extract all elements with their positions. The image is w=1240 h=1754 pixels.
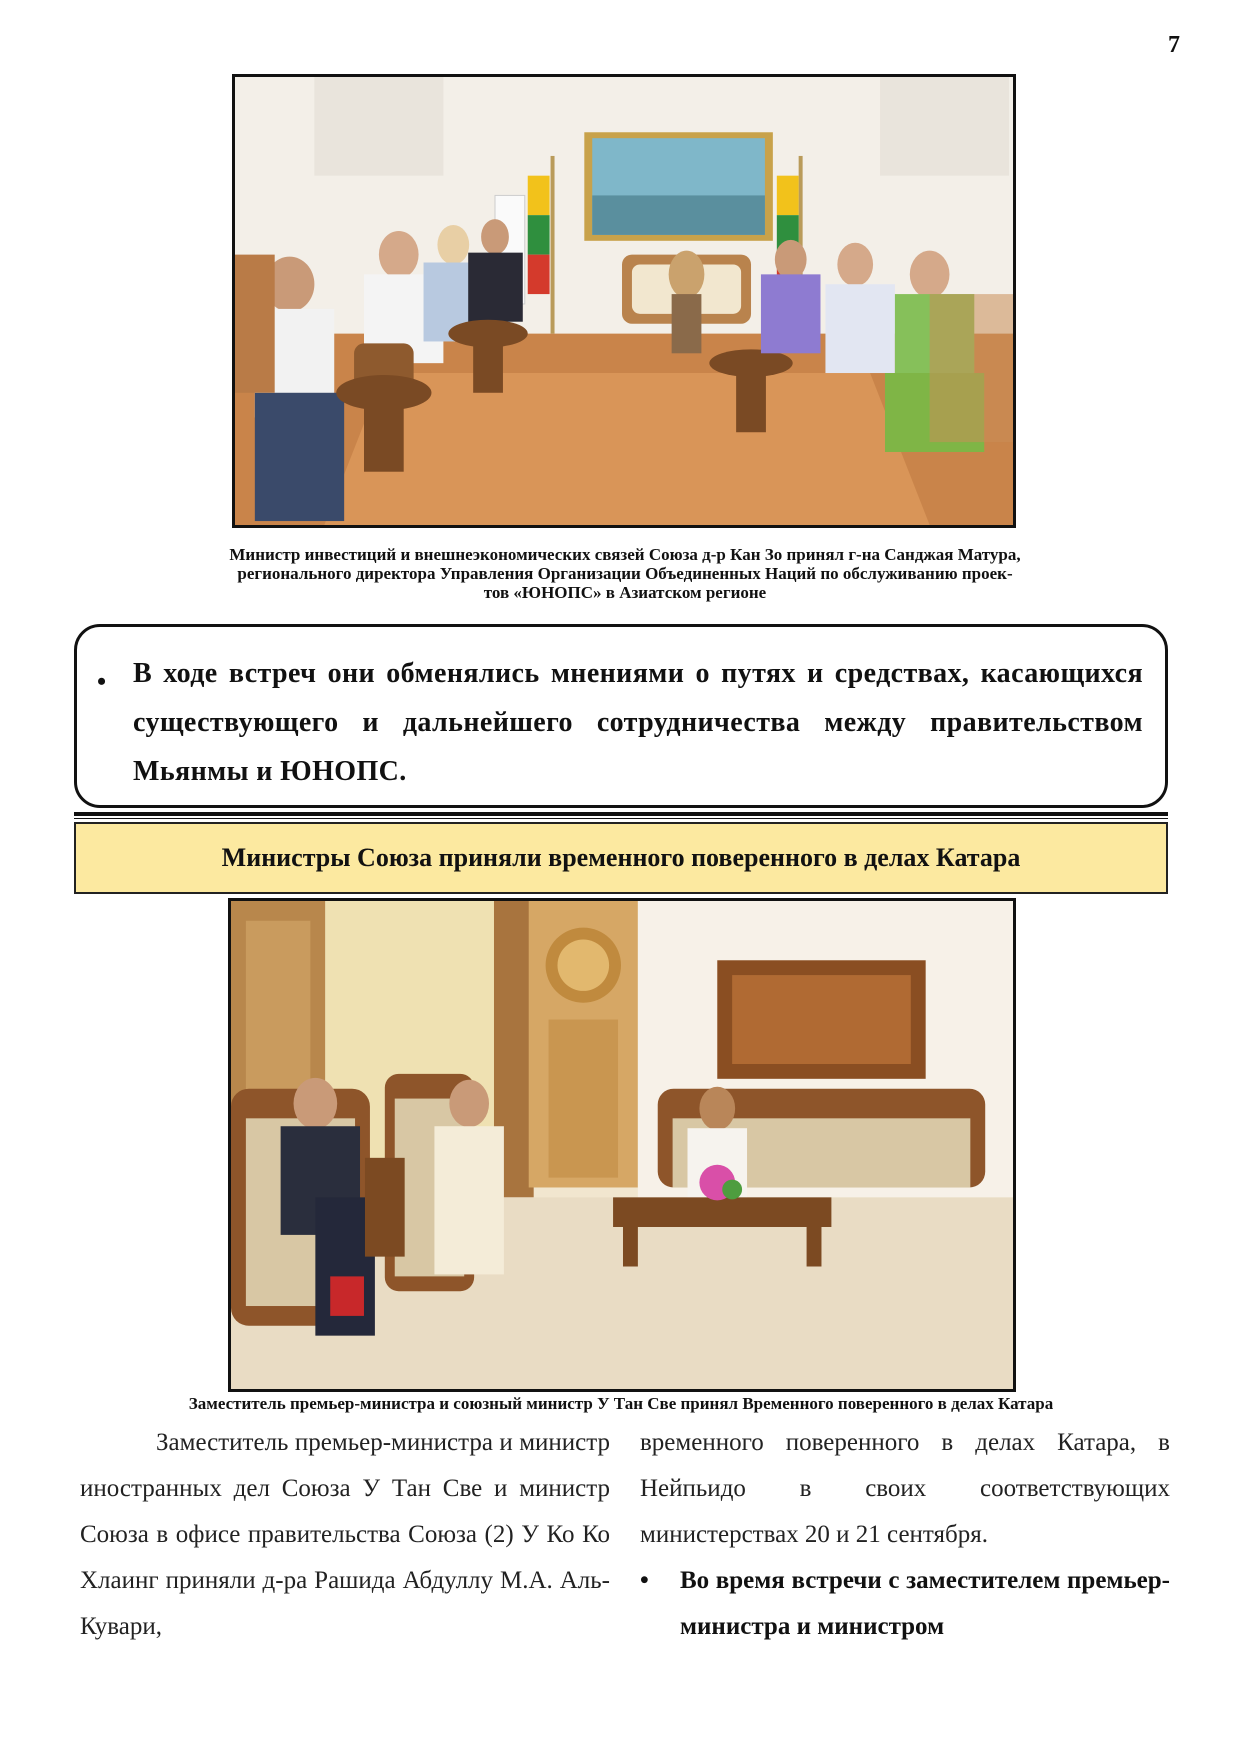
section-title: Министры Союза приняли временного поверенного в делах Катара: [74, 822, 1168, 894]
meeting-photo-qatar: [228, 898, 1016, 1392]
photo-caption-qatar: Заместитель премьер-министра и союзный министр У Тан Све принял Временного поверенного в делах Катара: [188, 1394, 1054, 1413]
article-bullet: [640, 1558, 1170, 1650]
highlight-box: [74, 624, 1168, 808]
article-paragraph: Заместитель премьер-министра и министр иностранных дел Союза У Тан Све и министр Союза в офисе правительства Союза (2) У Ко Ко Хлаинг приняли д-ра Рашида Абдуллу М.А. Аль-Кувари,: [80, 1429, 610, 1640]
article-column-left: [80, 1420, 610, 1650]
caption-line: регионального директора Управления Организации Объединенных Наций по обслуживанию проек-: [237, 564, 1013, 583]
bullet-text: Во время встречи с заместителем премьер-министра и министром: [680, 1567, 1170, 1640]
caption-line: тов «ЮНОПС» в Азиатском регионе: [483, 583, 767, 602]
bullet-mark: •: [640, 1567, 649, 1594]
bullet-mark: •: [97, 667, 107, 696]
caption-line: Министр инвестиций и внешнеэкономических связей Союза д-р Кан Зо принял г-на Санджая Матура,: [229, 545, 1021, 564]
article-paragraph: временного поверенного в делах Катара, в Нейпьидо в своих соответствующих министерствах 20 и 21 сентября.: [640, 1429, 1170, 1548]
page-number: 7: [1168, 32, 1180, 58]
divider-thick: [74, 812, 1168, 816]
photo-caption-unops: [110, 545, 1140, 602]
meeting-photo-unops: [232, 74, 1016, 528]
highlight-text: В ходе встреч они обменялись мнениями о путях и средствах, касающихся существующего и дальнейшего сотрудничества между правительством Мьянмы и ЮНОПС.: [133, 658, 1143, 787]
article-column-right: [640, 1420, 1170, 1650]
divider-thin: [74, 818, 1168, 819]
